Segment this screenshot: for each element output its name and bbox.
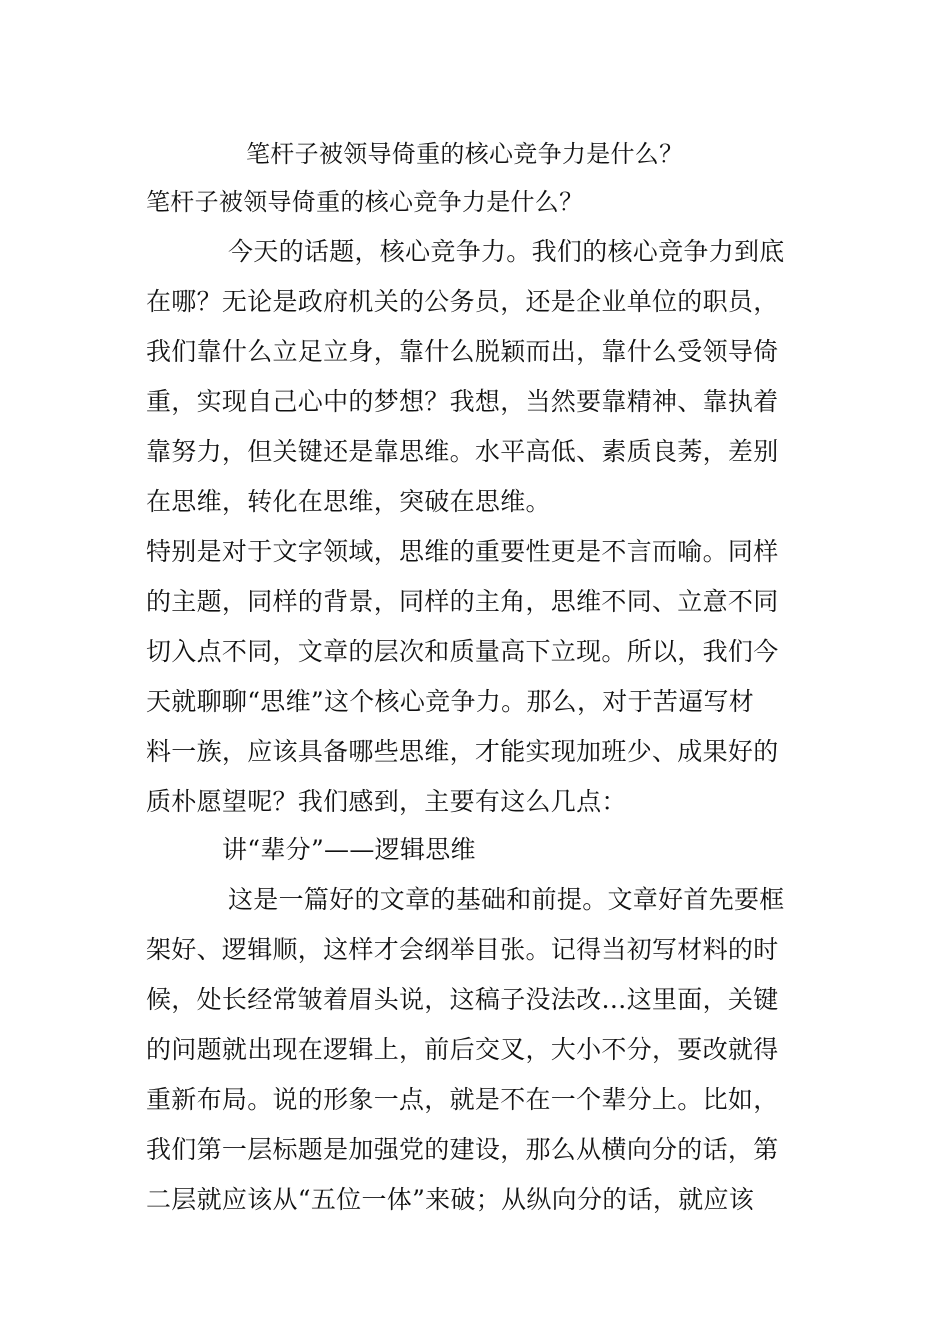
paragraph-line: 在思维，转化在思维，突破在思维。	[146, 487, 551, 516]
paragraph-line: 我们靠什么立足立身，靠什么脱颖而出，靠什么受领导倚	[146, 337, 779, 366]
paragraph-line: 特别是对于文字领域，思维的重要性更是不言而喻。同样	[146, 537, 779, 566]
paragraph-line: 我们第一层标题是加强党的建设，那么从横向分的话，第	[146, 1135, 779, 1164]
paragraph-line: 的主题，同样的背景，同样的主角，思维不同、立意不同	[146, 587, 779, 616]
section-heading: 讲“辈分”——逻辑思维	[222, 835, 476, 864]
paragraph-line: 这是一篇好的文章的基础和前提。文章好首先要框	[228, 885, 785, 914]
paragraph-line: 质朴愿望呢？我们感到，主要有这么几点：	[146, 787, 627, 816]
paragraph-line: 今天的话题，核心竞争力。我们的核心竞争力到底	[228, 237, 785, 266]
paragraph-line: 二层就应该从“五位一体”来破；从纵向分的话，就应该	[146, 1185, 755, 1214]
document-title: 笔杆子被领导倚重的核心竞争力是什么？	[246, 140, 684, 168]
paragraph-line: 重新布局。说的形象一点，就是不在一个辈分上。比如，	[146, 1085, 779, 1114]
paragraph-line: 重，实现自己心中的梦想？我想，当然要靠精神、靠执着	[146, 387, 779, 416]
paragraph-line: 架好、逻辑顺，这样才会纲举目张。记得当初写材料的时	[146, 935, 779, 964]
paragraph-line: 候，处长经常皱着眉头说，这稿子没法改…这里面，关键	[146, 985, 779, 1014]
paragraph-line: 在哪？无论是政府机关的公务员，还是企业单位的职员，	[146, 287, 779, 316]
document-subtitle: 笔杆子被领导倚重的核心竞争力是什么？	[146, 188, 584, 216]
paragraph-line: 靠努力，但关键还是靠思维。水平高低、素质良莠，差别	[146, 437, 779, 466]
paragraph-line: 切入点不同，文章的层次和质量高下立现。所以，我们今	[146, 637, 779, 666]
paragraph-line: 料一族，应该具备哪些思维，才能实现加班少、成果好的	[146, 737, 779, 766]
paragraph-line: 的问题就出现在逻辑上，前后交叉，大小不分，要改就得	[146, 1035, 779, 1064]
paragraph-line: 天就聊聊“思维”这个核心竞争力。那么，对于苦逼写材	[146, 687, 755, 716]
